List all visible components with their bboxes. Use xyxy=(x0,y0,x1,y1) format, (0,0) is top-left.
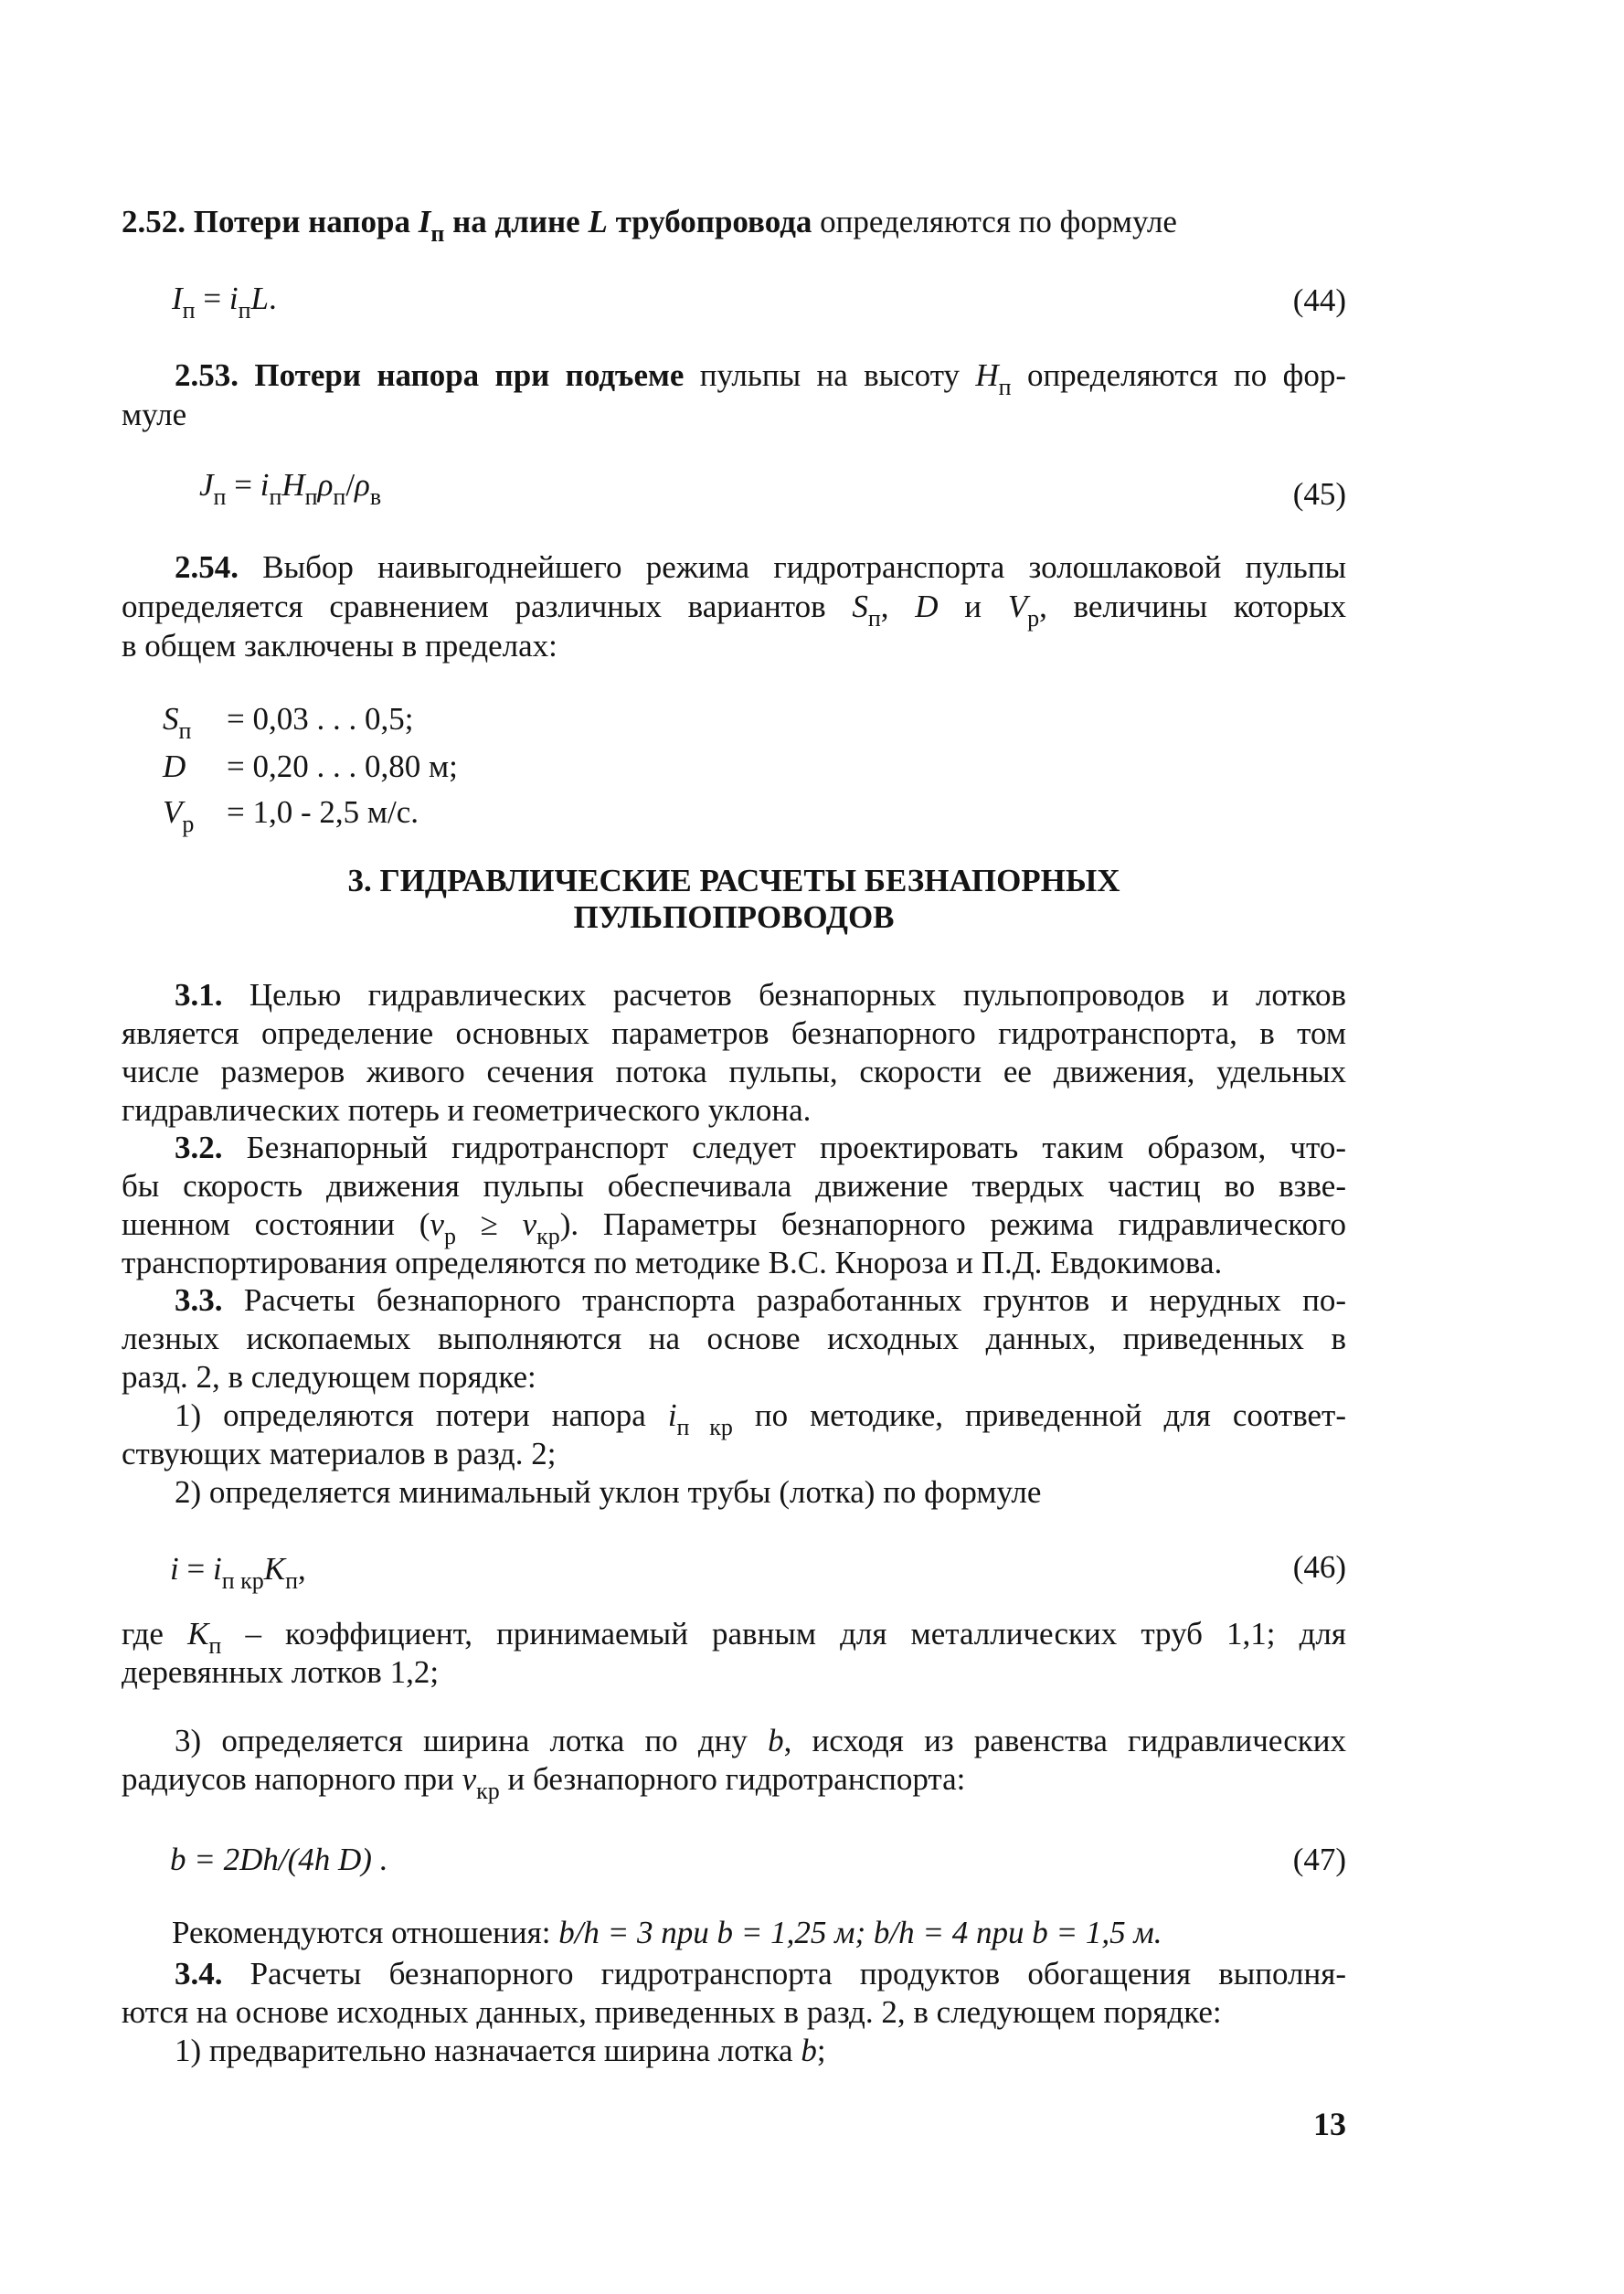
equation-number-47: (47) xyxy=(1292,1842,1346,1877)
equation-number-44: (44) xyxy=(1292,282,1346,318)
range-s: $S_п = 0,03$ . . . 0,5; xyxy=(163,701,414,744)
formula-47: b = 2Dh/(4h D) . xyxy=(170,1842,388,1877)
page-number: 13 xyxy=(1313,2106,1346,2142)
equation-number-46: (46) xyxy=(1292,1549,1346,1585)
section-number: 2.52. xyxy=(122,204,186,239)
paragraph-3-2: 3.2. Безнапорный гидротранспорт следует проектировать таким образом, что- бы скорость движения пульпы обеспечивала движение твердых частиц во взве- шенном состоянии $(\nu_р \ge \nu_{кр})$. Параметры безнапорного режима гидравлического транспортирования определяются по методике В.С. Кнороза и П.Д. Евдокимова. xyxy=(122,1130,1347,1280)
formula-46: $i = i_{п кр}K_п$, xyxy=(170,1551,306,1594)
paragraph-3-3: 3.3. Расчеты безнапорного транспорта разработанных грунтов и нерудных по- лезных ископаемых выполняются на основе исходных данных, приведенных в разд. 2, в следующем порядке: 1) определяются потери напора $i_{п кр}$ по методике, приведенной для соответ- ствующих материалов в разд. 2; 2) определяется минимальный уклон трубы (лотка) по формуле xyxy=(122,1282,1346,1510)
paragraph-2-54-line2: определяется сравнением различных вариантов $S_п$, D и $V_р$, величины которых xyxy=(122,589,1347,632)
paragraph-item-3: 3) определяется ширина лотка по дну b, исходя из равенства гидравлических радиусов напорного при $\nu_{кр}$ и безнапорного гидротранспорта: xyxy=(122,1723,1346,1804)
equation-number-45: (45) xyxy=(1292,476,1346,512)
paragraph-2-53-cont: муле xyxy=(122,397,187,432)
paragraph-3-4: 3.4. Расчеты безнапорного гидротранспорта продуктов обогащения выполня- ются на основе исходных данных, приведенных в разд. 2, в следующем порядке: 1) предварительно назначается ширина лотка b; xyxy=(122,1956,1346,2068)
formula-45: $J_п = i_пH_п\rho_п/\rho_в$ xyxy=(199,467,382,510)
paragraph-where-k: где $K_п$ – коэффициент, принимаемый равным для металлических труб 1,1; для деревянных лотков 1,2; xyxy=(122,1616,1346,1690)
paragraph-2-54-line3: в общем заключены в пределах: xyxy=(122,628,557,664)
paragraph-2-53: 2.53. Потери напора при подъеме пульпы на высоту $H_п$ определяются по фор- xyxy=(175,357,1346,400)
formula-44: $I_п = i_пL$. xyxy=(172,281,277,324)
paragraph-2-54: 2.54. Выбор наивыгоднейшего режима гидротранспорта золошлаковой пульпы xyxy=(175,549,1346,585)
paragraph-3-1: 3.1. Целью гидравлических расчетов безнапорных пульпопроводов и лотков является определение основных параметров безнапорного гидротранспорта, в том числе размеров живого сечения потока пульпы, скорости ее движения, удельных гидравлических потерь и геометрического уклона. xyxy=(122,977,1346,1128)
range-v: $V_р = 1,0 - 2,5$ м/с. xyxy=(163,794,419,837)
range-d: D = 0,20 . . . 0,80 м; xyxy=(163,749,458,784)
section-heading: 3. ГИДРАВЛИЧЕСКИЕ РАСЧЕТЫ БЕЗНАПОРНЫХ ПУЛЬПОПРОВОДОВ xyxy=(347,863,1120,935)
paragraph-recommendations: Рекомендуются отношения: b/h = 3 при b = 1,25 м; b/h = 4 при b = 1,5 м. xyxy=(172,1915,1162,1950)
paragraph-2-52: 2.52. Потери напора $I_п$ на длине L трубопровода определяются по формуле xyxy=(122,204,1177,247)
